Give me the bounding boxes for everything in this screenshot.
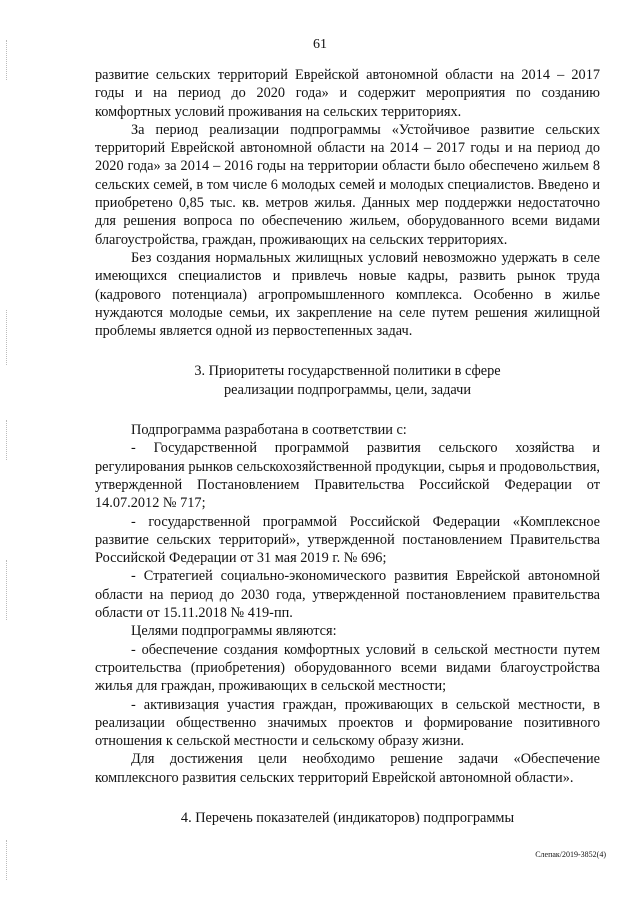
document-code: Слепак/2019-3852(4) [535, 850, 606, 859]
list-item: - Стратегией социально-экономического развития Еврейской автономной области на период до 2030 года, утвержденной постановлением правительства области от 15.11.2018 № 419-пп. [95, 568, 600, 622]
section-3-title-line-1: 3. Приоритеты государственной политики в сфере [194, 363, 501, 380]
scan-artifact [6, 420, 21, 460]
goal-item: - обеспечение создания комфортных условий в сельской местности путем строительства (приобретения) оборудованного всеми видами благоустройства жилья для граждан, проживающих в сельской местности; [95, 641, 600, 695]
scan-artifact [6, 560, 21, 620]
section-3-intro: Подпрограмма разработана в соответствии с: [131, 422, 407, 439]
scan-artifact [6, 840, 21, 880]
goal-item: - активизация участия граждан, проживающих в сельской местности, в реализации общественно значимых проектов и формирование позитивного отношения к сельской местности и сельскому образу жизни. [95, 696, 600, 750]
page-number: 61 [313, 37, 327, 52]
goals-intro: Целями подпрограммы являются: [131, 623, 337, 640]
scan-artifact [6, 310, 21, 365]
task-paragraph: Для достижения цели необходимо решение задачи «Обеспечение комплексного развития сельских территорий Еврейской автономной области». [95, 751, 600, 786]
paragraph: развитие сельских территорий Еврейской автономной области на 2014 – 2017 годы и на период до 2020 года» и содержит мероприятия по созданию комфортных условий проживания на сельских территориях. [95, 67, 600, 120]
list-item: - Государственной программой развития сельского хозяйства и регулирования рынков сельскохозяйственной продукции, сырья и продовольствия, утвержденной Постановлением Правительства Российской Федерации от 14.07.2012 № 717; [95, 440, 600, 512]
paragraph: За период реализации подпрограммы «Устойчивое развитие сельских территорий Еврейской автономной области на 2014 – 2017 годы и на период до 2020 года» за 2014 – 2016 годы на территории области было обеспечено жильем 8 сельских семей, в том числе 6 молодых семей и молодых специалистов. Введено и приобретено 0,85 тыс. кв. метров жилья. Данных мер поддержки недостаточно для решения вопроса по обеспечению жильем, оборудованного всеми видами благоустройства, граждан, проживающих на сельских территориях. [95, 121, 600, 248]
scan-artifact [6, 40, 21, 80]
section-3-title-line-2: реализации подпрограммы, цели, задачи [223, 381, 472, 398]
document-body [95, 66, 600, 827]
paragraph: Без создания нормальных жилищных условий невозможно удержать в селе имеющихся специалистов и привлечь новые кадры, развить рынок труда (кадрового потенциала) агропромышленного комплекса. Особенно в жилье нуждаются молодые семьи, их закрепление на селе путем решения жилищной проблемы является одной из первостепенных задач. [95, 249, 600, 340]
section-4-title: 4. Перечень показателей (индикаторов) подпрограммы [180, 809, 515, 826]
list-item: - государственной программой Российской Федерации «Комплексное развитие сельских территорий», утвержденной постановлением Правительства Российской Федерации от 31 мая 2019 г. № 696; [95, 513, 600, 567]
